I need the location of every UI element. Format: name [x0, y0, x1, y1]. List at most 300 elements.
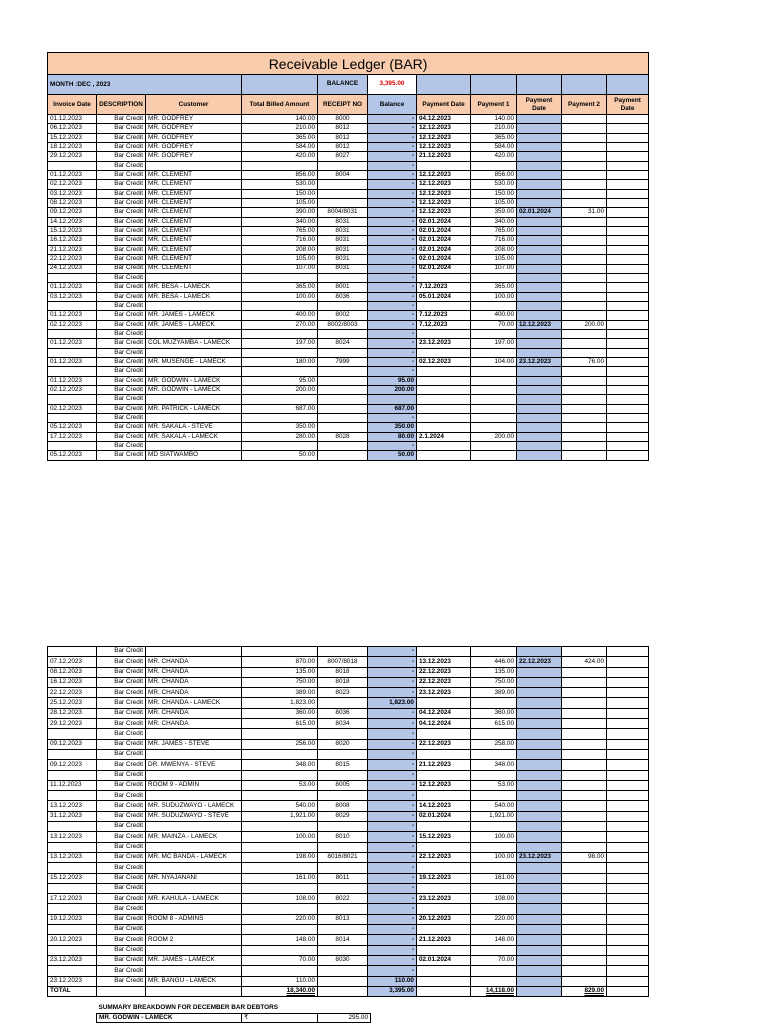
cell-total-billed — [242, 904, 318, 914]
table-row — [48, 376, 649, 385]
cell-payment-date-3 — [607, 404, 649, 413]
cell-payment-date: 22.12.2023 — [417, 667, 471, 677]
cell-payment-date: 22.12.2023 — [417, 677, 471, 687]
cell-receipt-no — [318, 451, 368, 460]
cell-payment-2: 200.00 — [562, 320, 607, 329]
cell-invoice-date — [48, 791, 97, 801]
cell-description: Bar Credit — [97, 719, 146, 729]
cell-payment-date-3 — [607, 273, 649, 282]
cell-invoice-date — [48, 945, 97, 955]
cell-total-billed: 220.00 — [242, 914, 318, 924]
cell-payment-date: 02.01.2024 — [417, 811, 471, 821]
table-row — [48, 133, 649, 142]
cell-balance: - — [368, 955, 417, 965]
cell-payment-1 — [471, 423, 517, 432]
cell-total-billed: 256.00 — [242, 739, 318, 749]
cell-payment-1: 340.00 — [471, 217, 517, 226]
cell-customer — [146, 945, 242, 955]
cell-payment-2 — [562, 348, 607, 357]
cell-total-billed: 365.00 — [242, 283, 318, 292]
cell-payment-date: 13.12.2023 — [417, 657, 471, 667]
cell-total-billed — [242, 161, 318, 170]
col-payment-date: Payment Date — [417, 95, 471, 115]
cell-payment-1: 148.00 — [471, 935, 517, 945]
cell-payment-date-2 — [517, 301, 562, 310]
cell-description: Bar Credit — [97, 925, 146, 935]
cell-payment-date: 23.12.2023 — [417, 894, 471, 904]
cell-balance: - — [368, 688, 417, 698]
cell-customer: MR. CHANDA - LAMECK — [146, 698, 242, 708]
cell-balance: - — [368, 873, 417, 883]
cell-payment-1 — [471, 647, 517, 657]
cell-payment-date — [417, 414, 471, 423]
cell-invoice-date — [48, 395, 97, 404]
cell-payment-date-2 — [517, 404, 562, 413]
cell-payment-date-2 — [517, 729, 562, 739]
cell-receipt-no — [318, 329, 368, 338]
cell-invoice-date: 23.12.2023 — [48, 976, 97, 986]
cell-payment-2 — [562, 749, 607, 759]
cell-invoice-date: 13.12.2023 — [48, 801, 97, 811]
table-row — [48, 329, 649, 338]
cell-total-billed — [242, 329, 318, 338]
cell-customer — [146, 301, 242, 310]
cell-description: Bar Credit — [97, 236, 146, 245]
cell-receipt-no: 8020 — [318, 739, 368, 749]
cell-description: Bar Credit — [97, 245, 146, 254]
cell-customer: MR. BANGU - LAMECK — [146, 976, 242, 986]
cell-payment-2 — [562, 760, 607, 770]
cell-invoice-date: 01.12.2023 — [48, 311, 97, 320]
cell-description: Bar Credit — [97, 152, 146, 161]
cell-payment-1: 197.00 — [471, 339, 517, 348]
table-row — [48, 698, 649, 708]
cell-description: Bar Credit — [97, 822, 146, 832]
cell-payment-date-3 — [607, 133, 649, 142]
cell-customer — [146, 925, 242, 935]
cell-description: Bar Credit — [97, 677, 146, 687]
cell-receipt-no: 8012 — [318, 124, 368, 133]
cell-receipt-no: 8004/8031 — [318, 208, 368, 217]
table-row — [48, 801, 649, 811]
cell-payment-date-2 — [517, 385, 562, 394]
cell-balance: - — [368, 180, 417, 189]
cell-payment-date-2 — [517, 925, 562, 935]
cell-total-billed: 1,921.00 — [242, 811, 318, 821]
cell-balance: - — [368, 236, 417, 245]
cell-payment-date-3 — [607, 199, 649, 208]
cell-balance: 95.00 — [368, 376, 417, 385]
cell-total-billed: 198.00 — [242, 852, 318, 862]
month-label: MONTH :DEC , 2023 — [48, 75, 242, 95]
cell-payment-date: 12.12.2023 — [417, 180, 471, 189]
cell-customer: ROOM 9 - ADMIN — [146, 780, 242, 790]
cell-payment-2 — [562, 376, 607, 385]
cell-customer: MR. MC BANDA - LAMECK — [146, 852, 242, 862]
cell-customer: MR. BESA - LAMECK — [146, 292, 242, 301]
cell-invoice-date — [48, 301, 97, 310]
cell-payment-2 — [562, 729, 607, 739]
cell-customer — [146, 791, 242, 801]
cell-payment-date-2 — [517, 822, 562, 832]
cell-description: Bar Credit — [97, 414, 146, 423]
cell-total-billed: 208.00 — [242, 245, 318, 254]
cell-payment-date-2 — [517, 935, 562, 945]
cell-receipt-no — [318, 698, 368, 708]
cell-payment-date-3 — [607, 329, 649, 338]
cell-customer — [146, 883, 242, 893]
cell-payment-2 — [562, 739, 607, 749]
table-row — [48, 348, 649, 357]
cell-receipt-no: 8002/8003 — [318, 320, 368, 329]
cell-description: Bar Credit — [97, 423, 146, 432]
cell-invoice-date: 18.12.2023 — [48, 143, 97, 152]
cell-description: Bar Credit — [97, 688, 146, 698]
cell-payment-1 — [471, 822, 517, 832]
cell-receipt-no: 8031 — [318, 264, 368, 273]
col-total-billed: Total Billed Amount — [242, 95, 318, 115]
total-payment-2: 829.00 — [562, 986, 607, 996]
cell-payment-1: 100.00 — [471, 832, 517, 842]
cell-payment-date — [417, 822, 471, 832]
cell-customer — [146, 273, 242, 282]
cell-description: Bar Credit — [97, 180, 146, 189]
cell-description: Bar Credit — [97, 647, 146, 657]
cell-balance: - — [368, 811, 417, 821]
cell-customer: MR. CLEMENT — [146, 199, 242, 208]
cell-description: Bar Credit — [97, 894, 146, 904]
cell-payment-1: 1,921.00 — [471, 811, 517, 821]
cell-receipt-no: 8005 — [318, 780, 368, 790]
summary-currency: ₹ — [242, 1013, 318, 1022]
cell-invoice-date: 01.12.2023 — [48, 376, 97, 385]
cell-payment-date-2 — [517, 348, 562, 357]
cell-description: Bar Credit — [97, 976, 146, 986]
cell-total-billed: 70.00 — [242, 955, 318, 965]
cell-invoice-date: 22.12.2023 — [48, 255, 97, 264]
cell-balance: - — [368, 883, 417, 893]
table-row — [48, 811, 649, 821]
cell-receipt-no — [318, 414, 368, 423]
cell-payment-date-3 — [607, 688, 649, 698]
cell-payment-date: 19.12.2023 — [417, 873, 471, 883]
cell-payment-date: 7.12.2023 — [417, 283, 471, 292]
cell-payment-date: 02.01.2024 — [417, 227, 471, 236]
cell-payment-date-2 — [517, 883, 562, 893]
cell-description: Bar Credit — [97, 264, 146, 273]
cell-payment-date — [417, 376, 471, 385]
cell-payment-date-2 — [517, 760, 562, 770]
cell-balance: - — [368, 283, 417, 292]
table-row — [48, 873, 649, 883]
cell-payment-date-3 — [607, 966, 649, 976]
cell-receipt-no — [318, 180, 368, 189]
cell-payment-date-3 — [607, 842, 649, 852]
table-row — [48, 143, 649, 152]
cell-total-billed: 280.00 — [242, 432, 318, 441]
cell-description: Bar Credit — [97, 227, 146, 236]
table-row — [48, 161, 649, 170]
table-row — [48, 301, 649, 310]
cell-payment-date: 12.12.2023 — [417, 199, 471, 208]
cell-receipt-no: 7999 — [318, 357, 368, 366]
table-row — [48, 423, 649, 432]
table-row — [48, 255, 649, 264]
cell-balance: - — [368, 301, 417, 310]
cell-balance: - — [368, 904, 417, 914]
cell-payment-1: 70.00 — [471, 955, 517, 965]
cell-payment-date: 04.12.2023 — [417, 115, 471, 124]
cell-balance: - — [368, 780, 417, 790]
table-row — [48, 966, 649, 976]
cell-payment-date — [417, 863, 471, 873]
cell-receipt-no — [318, 199, 368, 208]
cell-invoice-date: 02.12.2023 — [48, 404, 97, 413]
cell-payment-date-3 — [607, 863, 649, 873]
cell-total-billed — [242, 842, 318, 852]
cell-payment-date — [417, 791, 471, 801]
cell-total-billed: 53.00 — [242, 780, 318, 790]
cell-payment-2 — [562, 329, 607, 338]
cell-balance: - — [368, 227, 417, 236]
cell-total-billed: 210.00 — [242, 124, 318, 133]
cell-total-billed: 856.00 — [242, 171, 318, 180]
cell-payment-date-3 — [607, 442, 649, 451]
cell-payment-date-2 — [517, 376, 562, 385]
cell-receipt-no — [318, 966, 368, 976]
cell-description: Bar Credit — [97, 945, 146, 955]
cell-payment-date — [417, 301, 471, 310]
cell-payment-date — [417, 451, 471, 460]
table-row — [48, 842, 649, 852]
cell-receipt-no: 8010 — [318, 832, 368, 842]
cell-payment-2 — [562, 770, 607, 780]
cell-total-billed: 180.00 — [242, 357, 318, 366]
cell-payment-1 — [471, 414, 517, 423]
table-row — [48, 320, 649, 329]
cell-payment-2: 424.00 — [562, 657, 607, 667]
cell-payment-2 — [562, 227, 607, 236]
cell-invoice-date: 08.12.2023 — [48, 199, 97, 208]
cell-payment-1: 856.00 — [471, 171, 517, 180]
cell-total-billed: 584.00 — [242, 143, 318, 152]
total-row — [48, 986, 649, 996]
balance-value: 3,395.00 — [368, 75, 417, 95]
cell-payment-date: 02.12.2023 — [417, 357, 471, 366]
cell-customer: MR. CLEMENT — [146, 208, 242, 217]
cell-payment-date-3 — [607, 811, 649, 821]
cell-payment-date-2 — [517, 739, 562, 749]
cell-payment-2 — [562, 423, 607, 432]
table-row — [48, 236, 649, 245]
cell-payment-date-3 — [607, 152, 649, 161]
cell-customer: ROOM 8 - ADMINS — [146, 914, 242, 924]
table-row — [48, 414, 649, 423]
cell-balance: - — [368, 171, 417, 180]
cell-invoice-date: 16.12.2023 — [48, 677, 97, 687]
cell-customer: MD SIATWAMBO — [146, 451, 242, 460]
col-customer: Customer — [146, 95, 242, 115]
cell-total-billed — [242, 395, 318, 404]
cell-payment-date-3 — [607, 432, 649, 441]
cell-payment-date-2 — [517, 189, 562, 198]
cell-payment-1: 150.00 — [471, 189, 517, 198]
cell-invoice-date — [48, 842, 97, 852]
cell-payment-date-3 — [607, 873, 649, 883]
cell-receipt-no — [318, 945, 368, 955]
table-row — [48, 245, 649, 254]
cell-invoice-date: 01.12.2023 — [48, 357, 97, 366]
cell-payment-1 — [471, 945, 517, 955]
cell-payment-2 — [562, 143, 607, 152]
cell-payment-date-3 — [607, 739, 649, 749]
cell-total-billed: 197.00 — [242, 339, 318, 348]
cell-payment-date-2 — [517, 339, 562, 348]
cell-payment-1: 107.00 — [471, 264, 517, 273]
cell-payment-1: 359.00 — [471, 208, 517, 217]
cell-customer — [146, 863, 242, 873]
cell-description: Bar Credit — [97, 143, 146, 152]
table-row — [48, 171, 649, 180]
cell-payment-date-3 — [607, 264, 649, 273]
cell-description: Bar Credit — [97, 842, 146, 852]
cell-customer: MR. GODFREY — [146, 115, 242, 124]
cell-payment-1 — [471, 348, 517, 357]
cell-payment-date-2 — [517, 423, 562, 432]
cell-total-billed — [242, 367, 318, 376]
cell-payment-date-3 — [607, 904, 649, 914]
cell-description: Bar Credit — [97, 442, 146, 451]
cell-description: Bar Credit — [97, 749, 146, 759]
summary-row — [97, 1013, 371, 1022]
cell-balance: 350.00 — [368, 423, 417, 432]
cell-invoice-date: 29.12.2023 — [48, 719, 97, 729]
cell-receipt-no: 8018 — [318, 667, 368, 677]
cell-payment-2 — [562, 688, 607, 698]
cell-payment-date-3 — [607, 451, 649, 460]
cell-payment-date-3 — [607, 914, 649, 924]
cell-total-billed — [242, 883, 318, 893]
cell-total-billed: 100.00 — [242, 832, 318, 842]
cell-receipt-no — [318, 385, 368, 394]
cell-customer: MR. CLEMENT — [146, 264, 242, 273]
cell-customer: MR. GODWIN - LAMECK — [146, 376, 242, 385]
cell-invoice-date: 01.12.2023 — [48, 339, 97, 348]
cell-invoice-date — [48, 883, 97, 893]
cell-invoice-date: 05.12.2023 — [48, 451, 97, 460]
cell-payment-1: 161.00 — [471, 873, 517, 883]
cell-invoice-date: 01.12.2023 — [48, 283, 97, 292]
cell-invoice-date: 24.12.2023 — [48, 264, 97, 273]
table-row — [48, 883, 649, 893]
table-row — [48, 227, 649, 236]
cell-payment-date-2 — [517, 780, 562, 790]
cell-payment-2 — [562, 976, 607, 986]
cell-customer: MR. KAHULA - LAMECK — [146, 894, 242, 904]
cell-payment-2 — [562, 863, 607, 873]
cell-payment-1: 220.00 — [471, 914, 517, 924]
cell-payment-date-2 — [517, 329, 562, 338]
cell-payment-1 — [471, 442, 517, 451]
cell-receipt-no: 8013 — [318, 914, 368, 924]
cell-total-billed: 716.00 — [242, 236, 318, 245]
cell-customer: MR. JAMES - LAMECK — [146, 311, 242, 320]
cell-payment-date-2 — [517, 115, 562, 124]
cell-payment-2 — [562, 842, 607, 852]
table-row — [48, 273, 649, 282]
cell-payment-1: 365.00 — [471, 283, 517, 292]
cell-payment-1: 200.00 — [471, 432, 517, 441]
cell-customer: MR. JAMES - LAMECK — [146, 955, 242, 965]
cell-payment-2 — [562, 245, 607, 254]
cell-balance: - — [368, 966, 417, 976]
cell-payment-date — [417, 976, 471, 986]
table-row — [48, 749, 649, 759]
table-row — [48, 647, 649, 657]
cell-payment-date-3 — [607, 320, 649, 329]
cell-payment-date-2 — [517, 414, 562, 423]
cell-total-billed: 1,823.00 — [242, 698, 318, 708]
cell-invoice-date: 13.12.2023 — [48, 832, 97, 842]
cell-payment-1 — [471, 451, 517, 460]
cell-payment-1 — [471, 301, 517, 310]
cell-customer: MR. SAKALA - LAMECK — [146, 432, 242, 441]
cell-payment-date-2 — [517, 914, 562, 924]
table-row — [48, 311, 649, 320]
cell-invoice-date — [48, 329, 97, 338]
col-balance: Balance — [368, 95, 417, 115]
cell-payment-2 — [562, 966, 607, 976]
cell-payment-date: 12.12.2023 — [417, 189, 471, 198]
cell-invoice-date: 05.12.2023 — [48, 423, 97, 432]
table-row — [48, 955, 649, 965]
cell-payment-date-3 — [607, 647, 649, 657]
cell-payment-date: 21.12.2023 — [417, 935, 471, 945]
cell-customer: MR. CLEMENT — [146, 189, 242, 198]
table-row — [48, 432, 649, 441]
table-row — [48, 442, 649, 451]
cell-receipt-no: 8001 — [318, 283, 368, 292]
cell-payment-2 — [562, 395, 607, 404]
cell-payment-date-2 — [517, 945, 562, 955]
cell-customer — [146, 348, 242, 357]
cell-payment-date: 02.01.2024 — [417, 955, 471, 965]
cell-payment-2: 31.00 — [562, 208, 607, 217]
cell-payment-date — [417, 404, 471, 413]
cell-payment-date: 02.01.2024 — [417, 264, 471, 273]
cell-payment-1 — [471, 791, 517, 801]
cell-payment-1: 100.00 — [471, 852, 517, 862]
cell-description: Bar Credit — [97, 339, 146, 348]
cell-description: Bar Credit — [97, 955, 146, 965]
cell-payment-2 — [562, 925, 607, 935]
cell-payment-date: 22.12.2023 — [417, 852, 471, 862]
table-row — [48, 395, 649, 404]
cell-customer: MR. CHANDA — [146, 719, 242, 729]
cell-payment-1 — [471, 976, 517, 986]
cell-payment-date-2 — [517, 863, 562, 873]
cell-payment-1: 389.00 — [471, 688, 517, 698]
cell-description: Bar Credit — [97, 301, 146, 310]
table-row — [48, 189, 649, 198]
cell-receipt-no — [318, 791, 368, 801]
cell-payment-date-3 — [607, 189, 649, 198]
cell-invoice-date: 25.12.2023 — [48, 698, 97, 708]
cell-description: Bar Credit — [97, 255, 146, 264]
cell-payment-date-2 — [517, 133, 562, 142]
cell-payment-2 — [562, 698, 607, 708]
cell-customer: MR. BESA - LAMECK — [146, 283, 242, 292]
